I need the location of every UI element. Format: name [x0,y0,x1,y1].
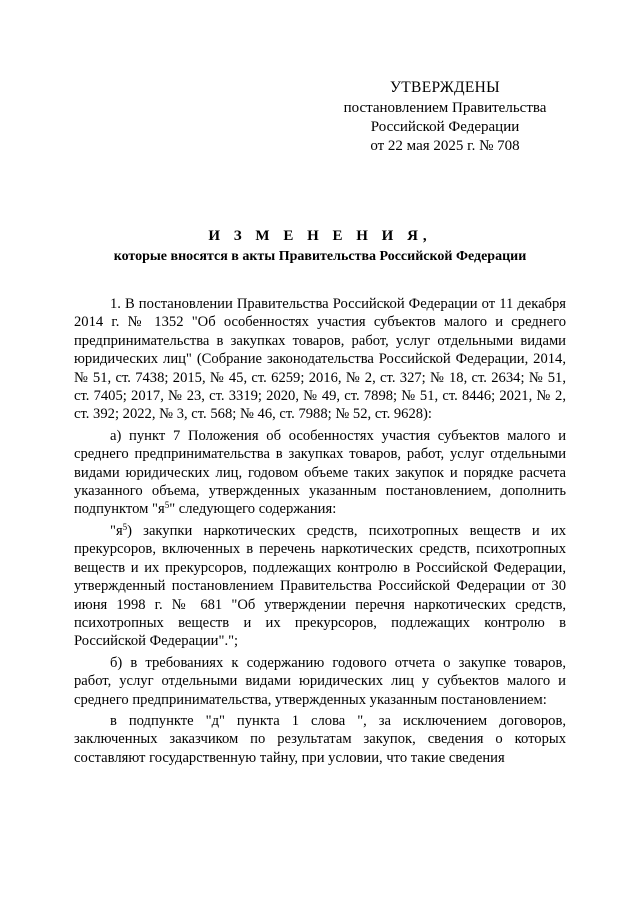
approval-date: от 22 мая 2025 г. № 708 [370,138,520,154]
paragraph-ya5: "$я^5$) закупки наркотических средств, психотропных веществ и их прекурсоров, включенных в перечень наркотических средств, психотропных веществ и их прекурсоров, подлежащих контролю в Российской Федерации, утвержденный постановлением Правительства Российской Федерации от 30 июня 1998 г. № 681 "Об утверждении перечня наркотических средств, психотропных веществ и их прекурсоров, подлежащих контролю в Российской Федерации"."; [74,521,566,650]
paragraph-1: 1. В постановлении Правительства Российской Федерации от 11 декабря 2014 г. № 1352 "Об особенностях участия субъектов малого и среднего предпринимательства в закупках товаров, работ, услуг отдельными видами юридических лиц" (Собрание законодательства Российской Федерации, 2014, № 51, ст. 7438; 2015, № 45, ст. 6259; 2016, № 2, ст. 327; № 18, ст. 2634; № 51, ст. 7405; 2017, № 23, ст. 3319; 2020, № 49, ст. 7898; № 51, ст. 8446; 2021, № 2, ст. 392; 2022, № 3, ст. 568; № 46, ст. 7988; № 52, ст. 9628): [74,296,566,423]
paragraph-b: б) в требованиях к содержанию годового отчета о закупке товаров, работ, услуг отдельными видами юридических лиц у субъектов малого и среднего предпринимательства, утвержденных указанным постановлением: [74,654,566,708]
approval-block [330,78,560,156]
document-subtitle: которые вносятся в акты Правительства Российской Федерации [113,249,527,264]
superscript: 5 [164,500,170,511]
approval-heading: УТВЕРЖДЕНЫ [390,79,500,96]
approval-line: Российской Федерации [370,119,520,135]
document-body [74,295,566,770]
paragraph-d: в подпункте "д" пункта 1 слова ", за исключением договоров, заключенных заказчиком по результатам закупок, сведения о которых составляют государственную тайну, при условии, что такие сведения [74,712,566,766]
document-title: И З М Е Н Е Н И Я, [208,228,432,244]
superscript: 5 [122,521,128,532]
paragraph-a: а) пункт 7 Положения об особенностях участия субъектов малого и среднего предпринимательства в закупках товаров, работ, услуг отдельными видами юридических лиц, годовом объеме таких закупок и порядке расчета указанного объема, утвержденных указанным постановлением, дополнить подпунктом "$я^5$" следующего содержания: [74,427,566,518]
approval-line: постановлением Правительства [343,100,547,116]
